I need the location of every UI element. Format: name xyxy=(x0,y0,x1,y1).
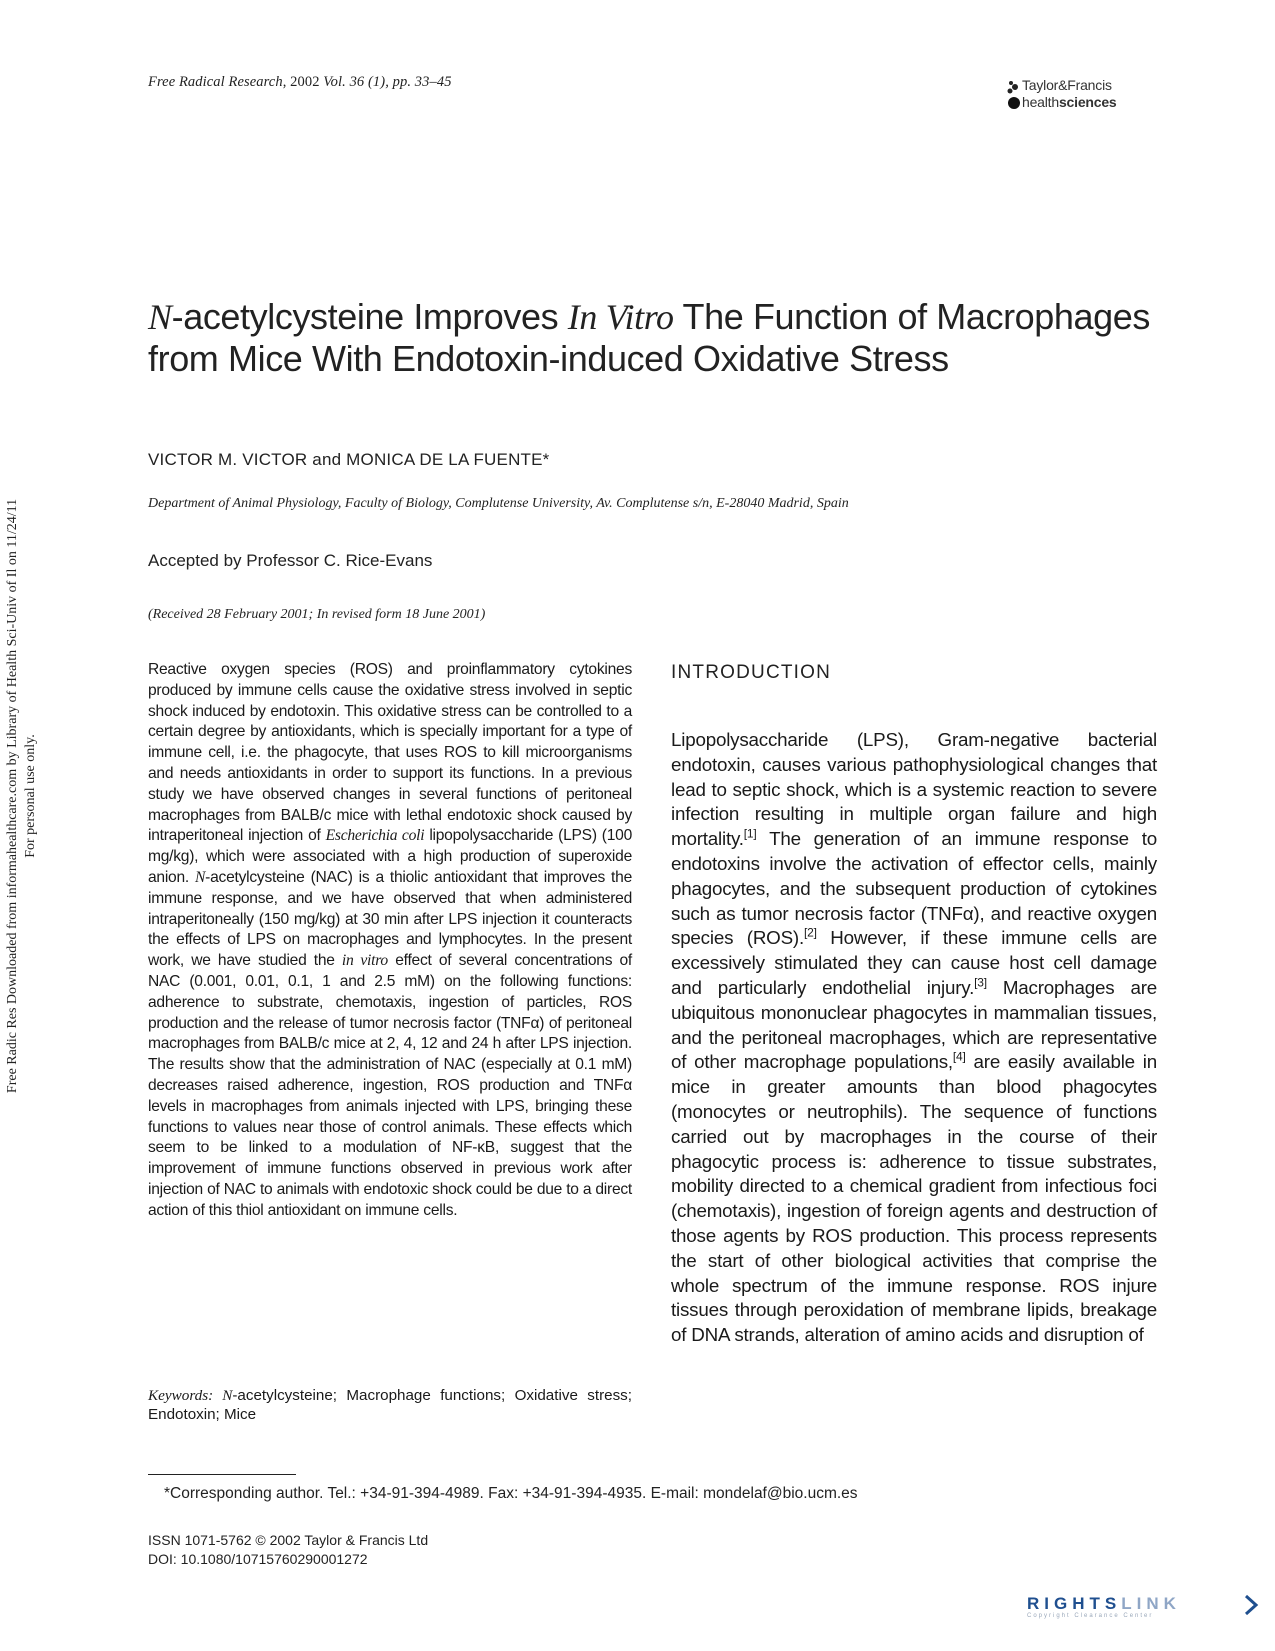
corresponding-author-footnote: *Corresponding author. Tel.: +34-91-394-4989. Fax: +34-91-394-4935. E-mail: mondelaf@bio.ucm.es xyxy=(164,1485,858,1502)
citation-link[interactable]: [2] xyxy=(804,926,817,941)
abstract-invitro: in vitro xyxy=(341,952,388,970)
intro-text: The generation of an immune response to endotoxins involve the activation of effector cells, mainly phagocytes, and the subsequent production of cytokines such as tumor necrosis factor (TNFα), and reactive oxygen species (ROS). xyxy=(671,828,1157,949)
download-watermark xyxy=(4,396,40,1196)
publisher-division xyxy=(1022,94,1117,110)
abstract xyxy=(148,660,632,1222)
keywords-list: -acetylcysteine; Macrophage functions; Oxidative stress; Endotoxin; Mice xyxy=(148,1387,632,1423)
journal-name: Free Radical Research xyxy=(148,74,283,90)
title-rest: The Function of Macrophages from Mice With Endotoxin-induced Oxidative Stress xyxy=(148,296,1150,379)
publisher-dots-icon xyxy=(1005,79,1021,113)
abstract-text: Reactive oxygen species (ROS) and proinflammatory cytokines produced by immune cells cause the oxidative stress involved in septic shock induced by endotoxin. This oxidative stress can be controlled to a certain degree by antioxidants, which is specially important for a type of immune cell, i.e. the phagocyte, that uses ROS to kill microorganisms and needs antioxidants in order to support its functions. In a previous study we have observed changes in several functions of peritoneal macrophages from BALB/c mice with lethal endotoxic shock caused by intraperitoneal injection of xyxy=(148,661,632,845)
citation-link[interactable]: [3] xyxy=(974,975,987,990)
affiliation: Department of Animal Physiology, Faculty of Biology, Complutense University, Av. Complutense s/n, E-28040 Madrid, Spain xyxy=(148,496,849,511)
title-italic-invitro: In Vitro xyxy=(567,297,674,337)
section-heading-introduction: INTRODUCTION xyxy=(671,662,832,683)
citation-link[interactable]: [4] xyxy=(952,1050,966,1065)
keywords-label: Keywords: xyxy=(148,1387,223,1404)
keywords-italic-n: N xyxy=(222,1387,233,1404)
intro-text: are easily available in mice in greater amounts than blood phagocytes (monocytes or neutrophils). The sequence of functions carried out by macrophages in the course of their phagocytic process is: adherence to tissue substrates, mobility directed to a chemical gradient from infectious foci (chemotaxis), ingestion of foreign agents and destruction of those agents by ROS production. This process represents the start of other biological activities that comprise the whole spectrum of the immune response. ROS injure tissues through peroxidation of membrane lipids, breakage of DNA strands, alteration of amino acids and disruption of xyxy=(671,1051,1157,1346)
abstract-species: Escherichia coli xyxy=(325,827,425,845)
intro-text: Macrophages are ubiquitous mononuclear phagocytes in mammalian tissues, and the peritoneal macrophages, which are representative of other macrophage populations, xyxy=(671,976,1157,1073)
publisher-name: Taylor&Francis xyxy=(1022,77,1112,93)
rightslink-subtitle: Copyright Clearance Center xyxy=(1027,1613,1154,1619)
abstract-text: effect of several concentrations of NAC (0.001, 0.01, 0.1, 1 and 2.5 mM) on the following functions: adherence to substrate, chemotaxis, ingestion of particles, ROS production and the release of tumor necrosis factor (TNFα) of peritoneal macrophages from BALB/c mice at 2, 4, 12 and 24 h after LPS injection. The results show that the administration of NAC (especially at 0.1 mM) decreases raised adherence, ingestion, ROS production and TNFα levels in macrophages from animals injected with LPS, bringing these functions to values near those of control animals. These effects which seem to be linked to a modulation of NF-κB, suggest that the improvement of immune functions observed in previous work after injection of NAC to animals with endotoxic shock could be due to a direct action of this thiol antioxidant on immune cells. xyxy=(148,952,632,1219)
title-italic-n: N xyxy=(148,297,172,337)
introduction-text xyxy=(671,728,1157,1348)
abstract-text: -acetylcysteine (NAC) is a thiolic antioxidant that improves the immune response, and we have observed that when administered intraperitoneally (150 mg/kg) at 30 min after LPS injection it counteracts the effects of LPS on macrophages and lymphocytes. In the present work, we have studied the xyxy=(148,868,632,970)
article-title xyxy=(148,296,1168,380)
publisher-division-b: sciences xyxy=(1058,94,1117,110)
personal-use-line: For personal use only. xyxy=(23,734,38,858)
intro-text: Lipopolysaccharide (LPS), Gram-negative bacterial endotoxin, causes various pathophysiological changes that lead to septic shock, which is a systemic reaction to severe infection resulting in multiple organ failure and high mortality. xyxy=(671,729,1157,850)
authors: VICTOR M. VICTOR and MONICA DE LA FUENTE* xyxy=(148,450,550,469)
journal-citation xyxy=(148,74,452,91)
download-line: Free Radic Res Downloaded from informahealthcare.com by Library of Health Sci-Univ of Il on 11/24/11 xyxy=(5,498,20,1094)
abstract-text: lipopolysaccharide (LPS) (100 mg/kg), which were associated with a high production of superoxide anion. xyxy=(148,827,632,886)
citation-link[interactable]: [1] xyxy=(743,826,757,841)
journal-volume: Vol. 36 (1), pp. 33–45 xyxy=(323,74,452,90)
footnote-divider xyxy=(148,1474,296,1475)
intro-text: However, if these immune cells are excessively stimulated they can cause host cell damage and particularly endothelial injury. xyxy=(671,927,1157,998)
issn: ISSN 1071-5762 © 2002 Taylor & Francis Ltd xyxy=(148,1532,429,1548)
keywords xyxy=(148,1386,632,1424)
issn-block xyxy=(148,1531,428,1569)
received-dates: (Received 28 February 2001; In revised form 18 June 2001) xyxy=(148,607,486,622)
rightslink-chevron-icon xyxy=(1243,1594,1259,1616)
publisher-division-a: health xyxy=(1022,94,1059,110)
accepted-by: Accepted by Professor C. Rice-Evans xyxy=(148,551,433,570)
rightslink-logo[interactable] xyxy=(1027,1594,1259,1624)
rightslink-link: LINK xyxy=(1121,1594,1181,1613)
publisher-logo xyxy=(1005,75,1155,115)
abstract-italic-n: N xyxy=(195,868,206,886)
doi[interactable]: DOI: 10.1080/10715760290001272 xyxy=(148,1551,368,1567)
journal-year: , 2002 xyxy=(282,74,320,90)
rightslink-wordmark xyxy=(1027,1594,1259,1614)
title-part: -acetylcysteine Improves xyxy=(171,296,568,337)
rightslink-rights: RIGHTS xyxy=(1027,1594,1122,1613)
